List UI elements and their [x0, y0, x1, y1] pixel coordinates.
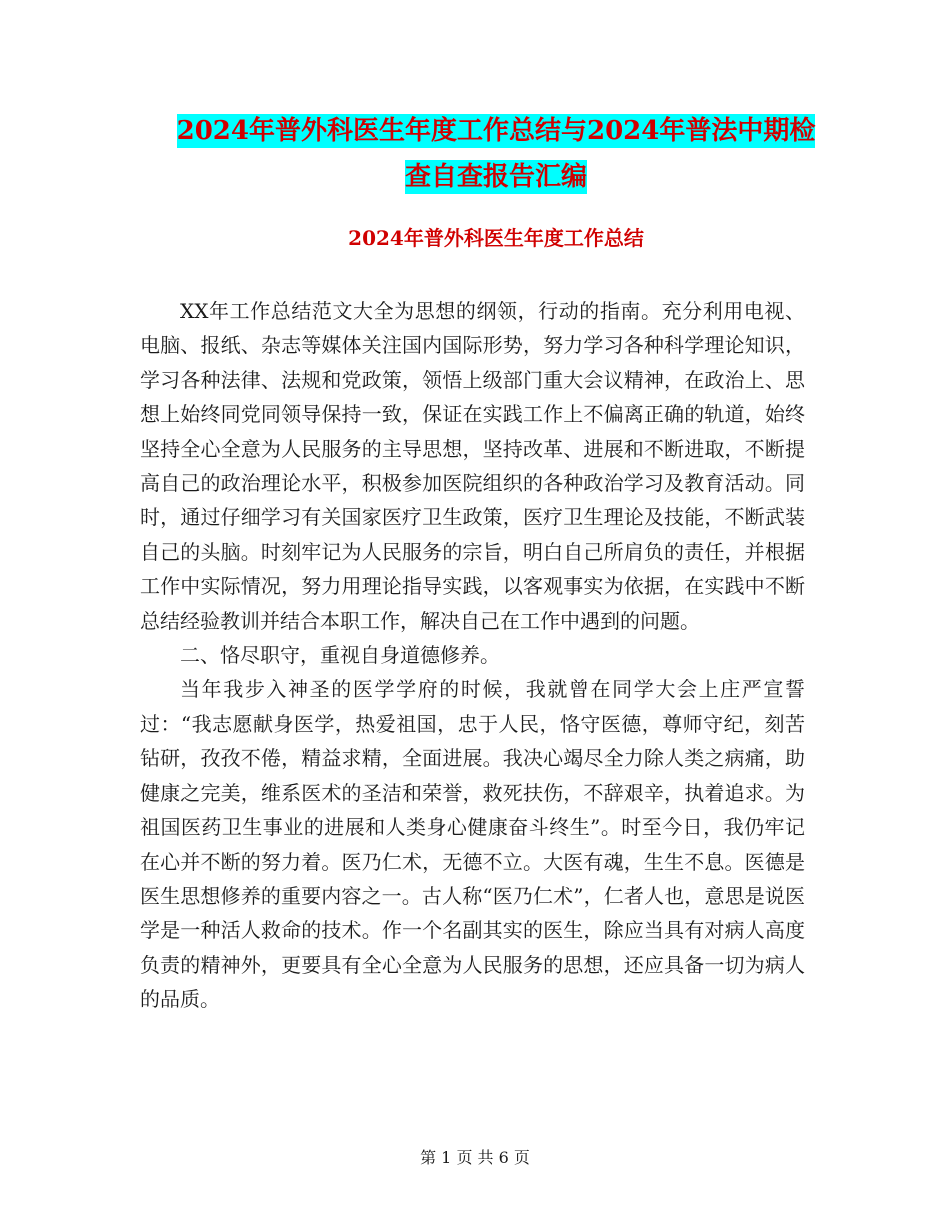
page-footer: 第 1 页 共 6 页 [420, 1148, 530, 1167]
document-title [140, 108, 852, 200]
document-body [140, 294, 805, 1017]
paragraph-2: 二、恪尽职守，重视自身道德修养。 [180, 643, 500, 668]
document-title-line-2: 查自查报告汇编 [404, 162, 587, 192]
paragraph-3: 当年我步入神圣的医学学府的时候，我就曾在同学大会上庄严宣誓过：“我志愿献身医学，热爱祖国，忠于人民，恪守医德，尊师守纪，刻苦钻研，孜孜不倦，精益求精，全面进展。我决心竭尽全力除人类之病痛，助健康之完美，维系医术的圣洁和荣誉，救死扶伤，不辞艰辛，执着追求。为祖国医药卫生事业的进展和人类身心健康奋斗终生”。时至今日，我仍牢记在心并不断的努力着。医乃仁术，无德不立。大医有魂，生生不息。医德是医生思想修养的重要内容之一。古人称“医乃仁术”，仁者人也，意思是说医学是一种活人救命的技术。作一个名副其实的医生，除应当具有对病人高度负责的精神外，更要具有全心全意为人民服务的思想，还应具备一切为病人的品质。 [140, 677, 805, 1012]
document-title-line-1: 2024年普外科医生年度工作总结与2024年普法中期检 [176, 116, 816, 146]
section-title: 2024年普外科医生年度工作总结 [348, 226, 644, 250]
paragraph-1: XX年工作总结范文大全为思想的纲领，行动的指南。充分利用电视、电脑、报纸、杂志等媒体关注国内国际形势，努力学习各种科学理论知识，学习各种法律、法规和党政策，领悟上级部门重大会议精神，在政治上、思想上始终同党同领导保持一致，保证在实践工作上不偏离正确的轨道，始终坚持全心全意为人民服务的主导思想，坚持改革、进展和不断进取，不断提高自己的政治理论水平，积极参加医院组织的各种政治学习及教育活动。同时，通过仔细学习有关国家医疗卫生政策，医疗卫生理论及技能，不断武装自己的头脑。时刻牢记为人民服务的宗旨，明白自己所肩负的责任，并根据工作中实际情况，努力用理论指导实践，以客观事实为依据，在实践中不断总结经验教训并结合本职工作，解决自己在工作中遇到的问题。 [140, 299, 805, 633]
